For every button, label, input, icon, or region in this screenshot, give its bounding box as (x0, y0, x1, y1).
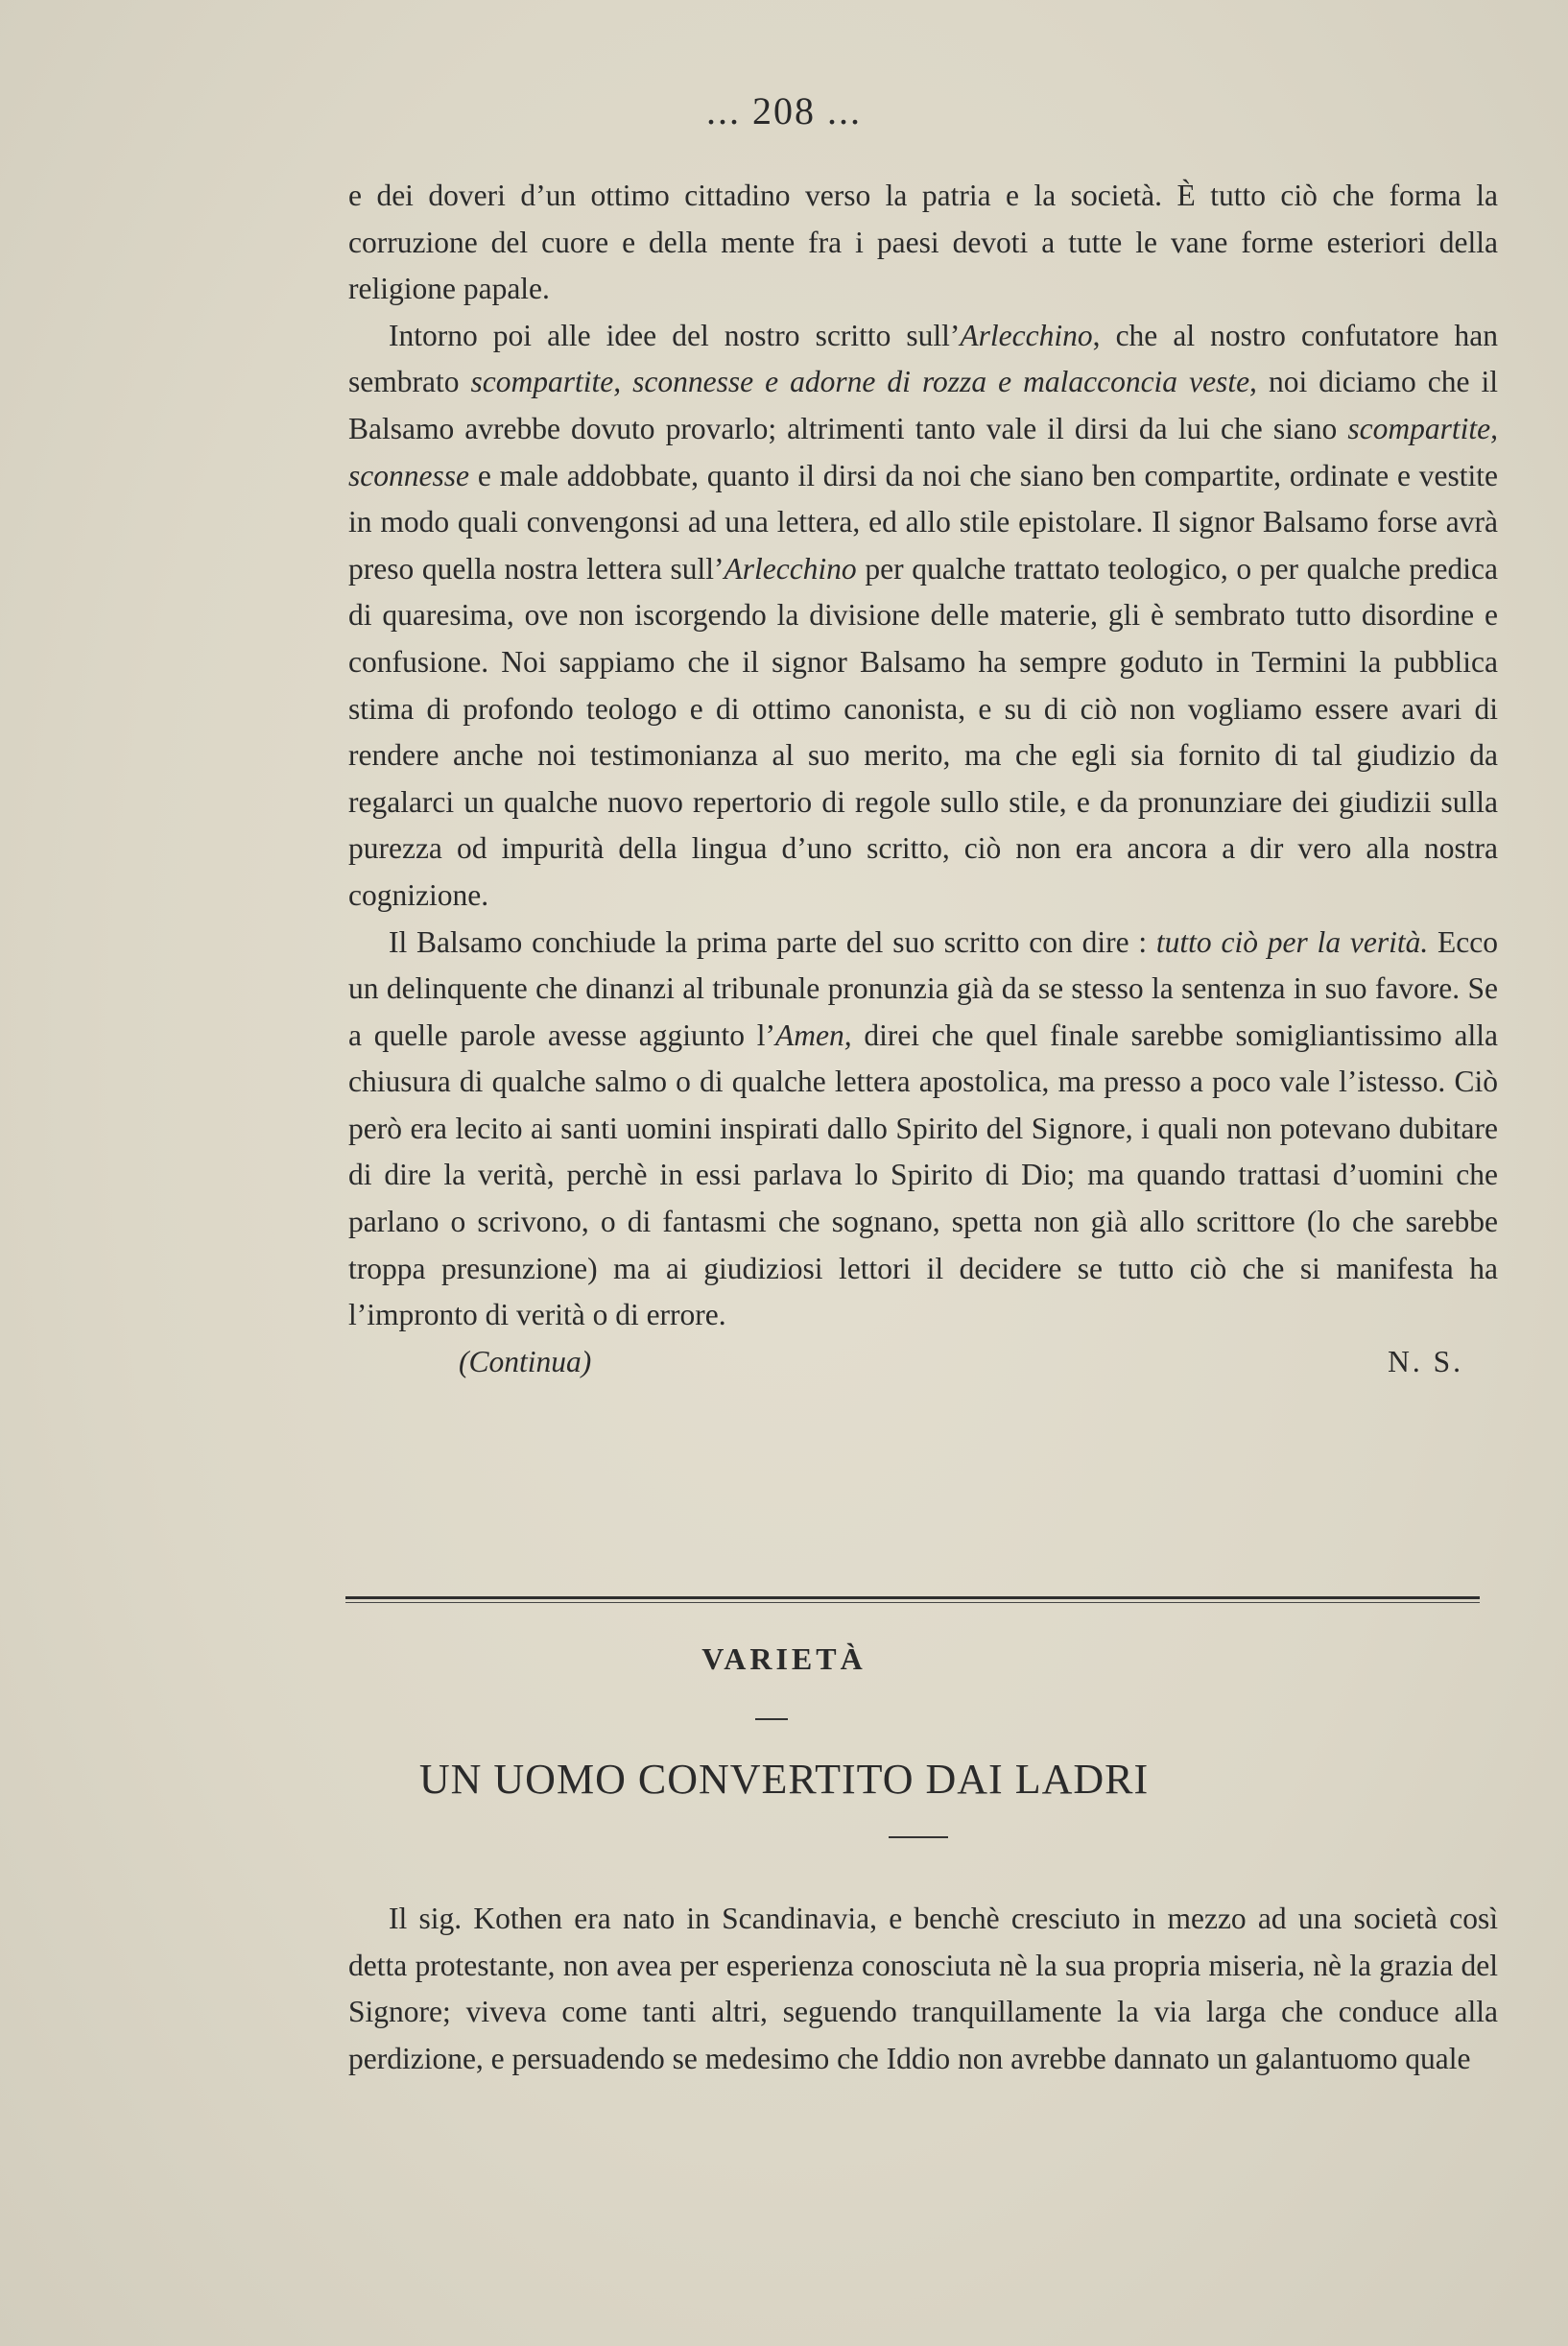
text-run: direi che quel finale sarebbe somigliantissimo alla chiusura di qualche salmo o di qualche lettera apostolica, ma presso a poco vale l’istesso. Ciò però era lecito ai santi uomini inspirati dallo Spirito del Signore, i quali non potevano dubitare di dire la verità, perchè in essi parlava lo Spirito di Dio; ma quando trattasi d’uomini che parlano o scrivono, o di fantasmi che sognano, spetta non già allo scrittore (lo che sarebbe troppa presunzione) ma ai giudiziosi lettori il decidere se tutto ciò che si manifesta ha l’impronto di verità o di errore. (348, 1017, 1498, 1332)
italic-run: scompartite, sconnesse e adorne di rozza e malacconcia veste, (470, 365, 1257, 399)
italic-run: tutto ciò per la verità. (1155, 924, 1429, 959)
text-run: , che al nostro confutatore han sembrato (348, 318, 1498, 399)
text-run: Il Balsamo conchiude la prima parte del suo scritto con dire : (389, 924, 1156, 959)
section-label: VARIETÀ (701, 1641, 867, 1676)
text-run: per qualche trattato teologico, o per qualche predica di quaresima, ove non iscorgendo la divisione delle materie, gli è sembrato tutto disordine e confusione. Noi sappiamo che il signor Balsamo ha sempre goduto in Termini la pubblica stima di profondo teologo e di ottimo canonista, e su di ciò non vogliamo essere avari di rendere anche noi testimonianza al suo merito, ma che egli sia fornito di tal giudizio da regalarci un qualche nuovo repertorio di regole sullo stile, e da pronunziare dei giudizii sulla purezza od impurità della lingua d’uno scritto, ciò non era ancora a dir vero alla nostra cognizione. (348, 551, 1498, 912)
continuation-paragraph: e dei doveri d’un ottimo cittadino verso la patria e la società. È tutto ciò che forma la corruzione del cuore e della mente fra i paesi devoti a tutte le vane forme esteriori della religione papale. (348, 179, 1498, 306)
section-divider-thin (345, 1602, 1480, 1603)
page-number: ... 208 ... (706, 89, 862, 132)
ornament-dash (755, 1718, 788, 1720)
article-paragraph: Il sig. Kothen era nato in Scandinavia, e benchè cresciuto in mezzo ad una società così detta protestante, non avea per esperienza conosciuta nè la sua propria miseria, nè la grazia del Signore; viveva come tanti altri, seguendo tranquillamente la via larga che conduce alla perdizione, e persuadendo se medesimo che Iddio non avrebbe dannato un galantuomo quale (348, 1902, 1498, 2075)
text-run: Ecco un delinquente che dinanzi al tribunale pronunzia già da se stesso la sentenza in suo favore. Se a quelle parole avesse aggiunto l’ (348, 924, 1498, 1052)
italic-run: Arlecchino (724, 551, 857, 586)
ornament-dash (889, 1836, 948, 1838)
paragraph-arlecchino (348, 313, 1498, 920)
text-run: Intorno poi alle idee del nostro scritto sull’ (389, 318, 961, 352)
signature-row (348, 1339, 1498, 1387)
paragraph-verita (348, 920, 1498, 1339)
main-text-column (348, 173, 1498, 1387)
continua-note: (Continua) (459, 1344, 592, 1378)
author-initials: N. S. (1388, 1344, 1463, 1378)
article-headline: UN UOMO CONVERTITO DAI LADRI (418, 1756, 1150, 1803)
italic-run: scompartite, sconnesse (348, 411, 1498, 492)
article-text-column (348, 1896, 1498, 2082)
section-divider-thick (345, 1596, 1480, 1599)
text-run: noi diciamo che il Balsamo avrebbe dovuto provarlo; altrimenti tanto vale il dirsi da lui che siano (348, 365, 1498, 445)
text-run: e male addobbate, quanto il dirsi da noi che siano ben compartite, ordinate e vestite in modo quali convengonsi ad una lettera, ed allo stile epistolare. Il signor Balsamo forse avrà preso quella nostra lettera sull’ (348, 458, 1498, 586)
italic-run: Arlecchino (960, 318, 1093, 352)
italic-run: Amen, (774, 1017, 852, 1052)
